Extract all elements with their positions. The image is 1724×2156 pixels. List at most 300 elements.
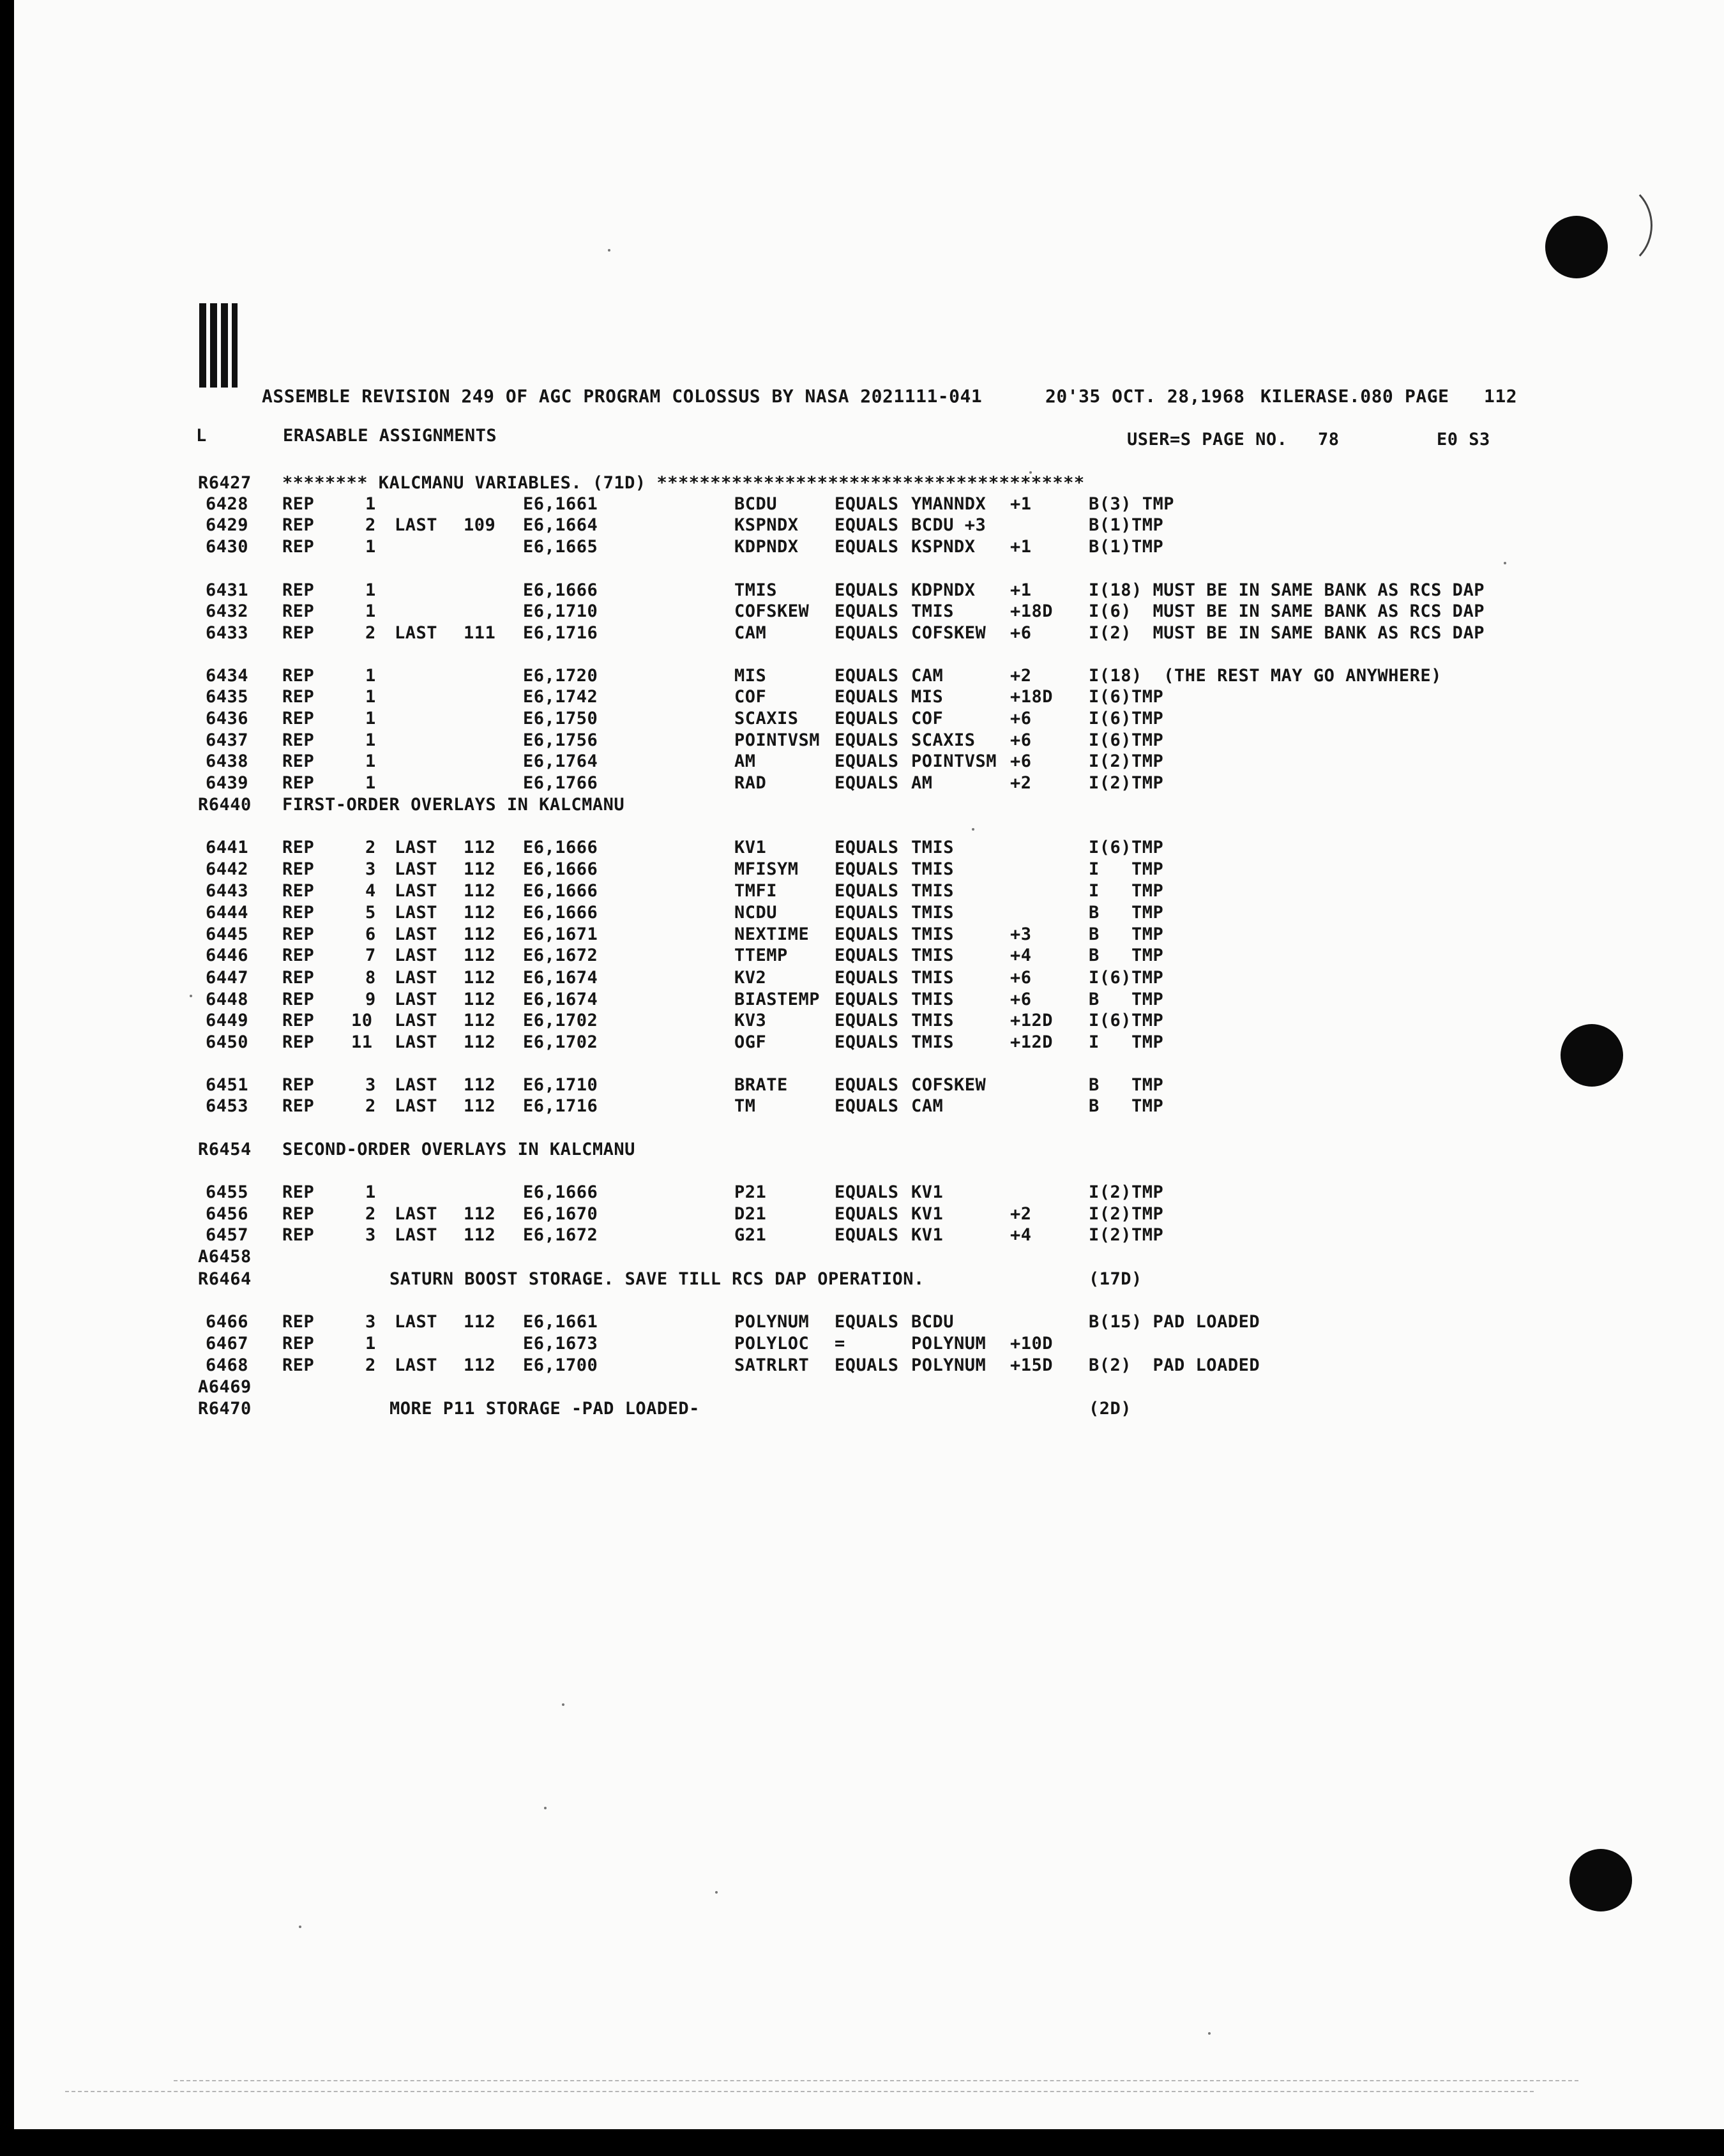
rep-keyword: REP bbox=[282, 1312, 315, 1332]
address: E6,1666 bbox=[523, 881, 598, 901]
symbol: NEXTIME bbox=[734, 924, 810, 944]
operator: EQUALS bbox=[835, 709, 899, 728]
offset: +2 bbox=[1010, 666, 1032, 686]
rep-count: 5 bbox=[365, 903, 376, 923]
offset: +6 bbox=[1010, 623, 1032, 643]
speck bbox=[1504, 562, 1506, 564]
rep-keyword: REP bbox=[282, 709, 315, 728]
comment: B(1)TMP bbox=[1089, 515, 1164, 535]
offset: +1 bbox=[1010, 494, 1032, 514]
argument: YMANNDX bbox=[911, 494, 987, 514]
address: E6,1702 bbox=[523, 1032, 598, 1052]
line-number: 6438 bbox=[206, 751, 249, 771]
section-line: SATURN BOOST STORAGE. SAVE TILL RCS DAP OPERATION. bbox=[389, 1269, 925, 1289]
line-number: 6446 bbox=[206, 946, 249, 965]
comment: I(18) (THE REST MAY GO ANYWHERE) bbox=[1089, 666, 1442, 686]
line-number: 6435 bbox=[206, 687, 249, 707]
header-title: ASSEMBLE REVISION 249 OF AGC PROGRAM COLOSSUS BY NASA 2021111-041 bbox=[262, 386, 983, 407]
header-page-label: PAGE bbox=[1405, 386, 1449, 407]
operator: EQUALS bbox=[835, 924, 899, 944]
line-number: 6450 bbox=[206, 1032, 249, 1052]
rep-keyword: REP bbox=[282, 1225, 315, 1245]
argument: TMIS bbox=[911, 968, 955, 988]
argument: KDPNDX bbox=[911, 580, 976, 600]
last-keyword: LAST bbox=[395, 881, 438, 901]
symbol: KSPNDX bbox=[734, 515, 799, 535]
line-number: 6449 bbox=[206, 1011, 249, 1030]
rep-keyword: REP bbox=[282, 537, 315, 557]
rep-count: 11 bbox=[351, 1032, 373, 1052]
rep-keyword: REP bbox=[282, 751, 315, 771]
symbol: MFISYM bbox=[734, 859, 799, 879]
comment: I(2)TMP bbox=[1089, 1204, 1164, 1224]
symbol: TMFI bbox=[734, 881, 778, 901]
argument: TMIS bbox=[911, 990, 955, 1009]
offset: +18D bbox=[1010, 687, 1054, 707]
symbol: KV2 bbox=[734, 968, 767, 988]
rep-keyword: REP bbox=[282, 1011, 315, 1030]
rep-keyword: REP bbox=[282, 1032, 315, 1052]
last-keyword: LAST bbox=[395, 968, 438, 988]
symbol: KV3 bbox=[734, 1011, 767, 1030]
address: E6,1661 bbox=[523, 494, 598, 514]
rep-count: 1 bbox=[365, 601, 376, 621]
offset: +3 bbox=[1010, 924, 1032, 944]
last-keyword: LAST bbox=[395, 990, 438, 1009]
operator: EQUALS bbox=[835, 601, 899, 621]
offset: +6 bbox=[1010, 709, 1032, 728]
section-note: (17D) bbox=[1089, 1269, 1142, 1289]
argument: KV1 bbox=[911, 1182, 944, 1202]
rep-keyword: REP bbox=[282, 515, 315, 535]
operator: EQUALS bbox=[835, 1225, 899, 1245]
symbol: RAD bbox=[734, 773, 767, 793]
argument: TMIS bbox=[911, 924, 955, 944]
address: E6,1673 bbox=[523, 1334, 598, 1353]
argument: TMIS bbox=[911, 946, 955, 965]
address: E6,1666 bbox=[523, 859, 598, 879]
offset: +10D bbox=[1010, 1334, 1054, 1353]
last-keyword: LAST bbox=[395, 1032, 438, 1052]
symbol: D21 bbox=[734, 1204, 767, 1224]
symbol: G21 bbox=[734, 1225, 767, 1245]
comment: I TMP bbox=[1089, 1032, 1164, 1052]
operator: EQUALS bbox=[835, 946, 899, 965]
rep-keyword: REP bbox=[282, 730, 315, 750]
last-keyword: LAST bbox=[395, 1096, 438, 1116]
rep-count: 1 bbox=[365, 730, 376, 750]
rep-count: 1 bbox=[365, 666, 376, 686]
section-line: MORE P11 STORAGE -PAD LOADED- bbox=[389, 1399, 700, 1419]
operator: EQUALS bbox=[835, 1204, 899, 1224]
address: E6,1710 bbox=[523, 1075, 598, 1095]
rep-keyword: REP bbox=[282, 773, 315, 793]
rep-count: 1 bbox=[365, 1334, 376, 1353]
rep-keyword: REP bbox=[282, 1355, 315, 1375]
symbol: SATRLRT bbox=[734, 1355, 810, 1375]
operator: EQUALS bbox=[835, 580, 899, 600]
symbol: POLYNUM bbox=[734, 1312, 810, 1332]
operator: EQUALS bbox=[835, 1032, 899, 1052]
argument: TMIS bbox=[911, 881, 955, 901]
symbol: SCAXIS bbox=[734, 709, 799, 728]
offset: +15D bbox=[1010, 1355, 1054, 1375]
rep-count: 2 bbox=[365, 515, 376, 535]
line-number: R6454 bbox=[198, 1140, 252, 1159]
section-note: (2D) bbox=[1089, 1399, 1132, 1419]
rep-keyword: REP bbox=[282, 968, 315, 988]
argument: BCDU bbox=[911, 1312, 955, 1332]
argument: TMIS bbox=[911, 601, 955, 621]
last-number: 112 bbox=[464, 924, 496, 944]
address: E6,1664 bbox=[523, 515, 598, 535]
speck bbox=[299, 1926, 301, 1928]
comment: I(6)TMP bbox=[1089, 730, 1164, 750]
section-line: SECOND-ORDER OVERLAYS IN KALCMANU bbox=[282, 1140, 635, 1159]
address: E6,1670 bbox=[523, 1204, 598, 1224]
rep-keyword: REP bbox=[282, 1334, 315, 1353]
operator: EQUALS bbox=[835, 515, 899, 535]
symbol: TMIS bbox=[734, 580, 778, 600]
symbol: NCDU bbox=[734, 903, 778, 923]
argument: COFSKEW bbox=[911, 623, 987, 643]
offset: +12D bbox=[1010, 1011, 1054, 1030]
operator: EQUALS bbox=[835, 903, 899, 923]
line-number: 6443 bbox=[206, 881, 249, 901]
offset: +2 bbox=[1010, 773, 1032, 793]
line-number: 6457 bbox=[206, 1225, 249, 1245]
operator: EQUALS bbox=[835, 687, 899, 707]
line-number: 6467 bbox=[206, 1334, 249, 1353]
last-keyword: LAST bbox=[395, 1312, 438, 1332]
address: E6,1672 bbox=[523, 946, 598, 965]
rep-count: 7 bbox=[365, 946, 376, 965]
offset: +6 bbox=[1010, 968, 1032, 988]
last-number: 112 bbox=[464, 1011, 496, 1030]
address: E6,1756 bbox=[523, 730, 598, 750]
speck bbox=[972, 828, 974, 831]
address: E6,1766 bbox=[523, 773, 598, 793]
operator: EQUALS bbox=[835, 838, 899, 857]
section-title: ERASABLE ASSIGNMENTS bbox=[283, 426, 497, 446]
rep-count: 1 bbox=[365, 751, 376, 771]
rep-count: 2 bbox=[365, 1355, 376, 1375]
symbol: BIASTEMP bbox=[734, 990, 820, 1009]
operator: EQUALS bbox=[835, 494, 899, 514]
address: E6,1700 bbox=[523, 1355, 598, 1375]
speck bbox=[190, 995, 192, 997]
operator: = bbox=[835, 1334, 845, 1353]
comment: I(6)TMP bbox=[1089, 1011, 1164, 1030]
address: E6,1720 bbox=[523, 666, 598, 686]
last-number: 111 bbox=[464, 623, 496, 643]
operator: EQUALS bbox=[835, 1355, 899, 1375]
line-number: 6466 bbox=[206, 1312, 249, 1332]
rep-count: 3 bbox=[365, 1225, 376, 1245]
line-number: 6453 bbox=[206, 1096, 249, 1116]
symbol: OGF bbox=[734, 1032, 767, 1052]
rep-count: 2 bbox=[365, 838, 376, 857]
operator: EQUALS bbox=[835, 773, 899, 793]
comment: B TMP bbox=[1089, 946, 1164, 965]
symbol: CAM bbox=[734, 623, 767, 643]
comment: I(6)TMP bbox=[1089, 687, 1164, 707]
last-keyword: LAST bbox=[395, 903, 438, 923]
line-number: R6427 bbox=[198, 473, 252, 493]
torn-edge bbox=[65, 2091, 1534, 2092]
line-number: 6455 bbox=[206, 1182, 249, 1202]
operator: EQUALS bbox=[835, 666, 899, 686]
argument: CAM bbox=[911, 666, 944, 686]
argument: POINTVSM bbox=[911, 751, 997, 771]
line-number: 6441 bbox=[206, 838, 249, 857]
last-number: 112 bbox=[464, 990, 496, 1009]
address: E6,1674 bbox=[523, 990, 598, 1009]
rep-count: 8 bbox=[365, 968, 376, 988]
argument: TMIS bbox=[911, 903, 955, 923]
operator: EQUALS bbox=[835, 1096, 899, 1116]
symbol: MIS bbox=[734, 666, 767, 686]
rep-keyword: REP bbox=[282, 687, 315, 707]
symbol: BCDU bbox=[734, 494, 778, 514]
comment: I(6) MUST BE IN SAME BANK AS RCS DAP bbox=[1089, 601, 1485, 621]
rep-keyword: REP bbox=[282, 946, 315, 965]
barcode-mark bbox=[199, 303, 250, 393]
header-page-number: 112 bbox=[1484, 386, 1518, 407]
address: E6,1716 bbox=[523, 623, 598, 643]
rep-count: 10 bbox=[351, 1011, 373, 1030]
section-line: ******** KALCMANU VARIABLES. (71D) **************************************** bbox=[282, 473, 1085, 493]
line-number: 6445 bbox=[206, 924, 249, 944]
argument: TMIS bbox=[911, 1032, 955, 1052]
rep-count: 1 bbox=[365, 580, 376, 600]
argument: COF bbox=[911, 709, 944, 728]
last-keyword: LAST bbox=[395, 1204, 438, 1224]
symbol: TTEMP bbox=[734, 946, 788, 965]
rep-count: 3 bbox=[365, 1075, 376, 1095]
line-number: 6439 bbox=[206, 773, 249, 793]
comment: I(2)TMP bbox=[1089, 1182, 1164, 1202]
operator: EQUALS bbox=[835, 859, 899, 879]
operator: EQUALS bbox=[835, 1011, 899, 1030]
line-number: 6456 bbox=[206, 1204, 249, 1224]
argument: CAM bbox=[911, 1096, 944, 1116]
rep-keyword: REP bbox=[282, 881, 315, 901]
last-number: 112 bbox=[464, 859, 496, 879]
rep-count: 1 bbox=[365, 773, 376, 793]
comment: B TMP bbox=[1089, 1096, 1164, 1116]
comment: I(18) MUST BE IN SAME BANK AS RCS DAP bbox=[1089, 580, 1485, 600]
last-number: 112 bbox=[464, 1204, 496, 1224]
rep-count: 2 bbox=[365, 1204, 376, 1224]
operator: EQUALS bbox=[835, 537, 899, 557]
symbol: COF bbox=[734, 687, 767, 707]
rep-keyword: REP bbox=[282, 1096, 315, 1116]
line-number: 6451 bbox=[206, 1075, 249, 1095]
last-number: 112 bbox=[464, 946, 496, 965]
rep-keyword: REP bbox=[282, 1204, 315, 1224]
last-keyword: LAST bbox=[395, 1075, 438, 1095]
listing-code: E0 S3 bbox=[1437, 430, 1490, 449]
argument: BCDU +3 bbox=[911, 515, 987, 535]
operator: EQUALS bbox=[835, 1312, 899, 1332]
symbol: AM bbox=[734, 751, 756, 771]
header-kilerase: KILERASE.080 bbox=[1260, 386, 1394, 407]
comment: B(15) PAD LOADED bbox=[1089, 1312, 1260, 1332]
rep-count: 1 bbox=[365, 687, 376, 707]
last-keyword: LAST bbox=[395, 623, 438, 643]
operator: EQUALS bbox=[835, 968, 899, 988]
comment: B TMP bbox=[1089, 990, 1164, 1009]
last-keyword: LAST bbox=[395, 1011, 438, 1030]
last-number: 112 bbox=[464, 1096, 496, 1116]
header-timestamp: 20'35 OCT. 28,1968 bbox=[1045, 386, 1245, 407]
line-number: 6430 bbox=[206, 537, 249, 557]
argument: TMIS bbox=[911, 1011, 955, 1030]
rep-keyword: REP bbox=[282, 1075, 315, 1095]
rep-count: 2 bbox=[365, 623, 376, 643]
last-number: 112 bbox=[464, 881, 496, 901]
rep-keyword: REP bbox=[282, 859, 315, 879]
offset: +4 bbox=[1010, 1225, 1032, 1245]
address: E6,1742 bbox=[523, 687, 598, 707]
line-number: 6468 bbox=[206, 1355, 249, 1375]
line-number: 6444 bbox=[206, 903, 249, 923]
address: E6,1672 bbox=[523, 1225, 598, 1245]
subheader-mark: L bbox=[196, 426, 207, 446]
rep-keyword: REP bbox=[282, 903, 315, 923]
last-keyword: LAST bbox=[395, 924, 438, 944]
address: E6,1666 bbox=[523, 838, 598, 857]
rep-keyword: REP bbox=[282, 623, 315, 643]
last-keyword: LAST bbox=[395, 838, 438, 857]
argument: TMIS bbox=[911, 859, 955, 879]
user-page-label: USER=S PAGE NO. bbox=[1127, 430, 1288, 449]
last-number: 112 bbox=[464, 838, 496, 857]
line-number: 6431 bbox=[206, 580, 249, 600]
line-number: R6440 bbox=[198, 795, 252, 815]
address: E6,1666 bbox=[523, 903, 598, 923]
argument: KV1 bbox=[911, 1204, 944, 1224]
operator: EQUALS bbox=[835, 751, 899, 771]
last-number: 112 bbox=[464, 903, 496, 923]
address: E6,1666 bbox=[523, 1182, 598, 1202]
rep-keyword: REP bbox=[282, 666, 315, 686]
offset: +2 bbox=[1010, 1204, 1032, 1224]
argument: COFSKEW bbox=[911, 1075, 987, 1095]
operator: EQUALS bbox=[835, 1182, 899, 1202]
offset: +6 bbox=[1010, 730, 1032, 750]
speck bbox=[608, 249, 610, 252]
offset: +12D bbox=[1010, 1032, 1054, 1052]
line-number: 6442 bbox=[206, 859, 249, 879]
address: E6,1674 bbox=[523, 968, 598, 988]
symbol: KDPNDX bbox=[734, 537, 799, 557]
rep-keyword: REP bbox=[282, 1182, 315, 1202]
line-number: 6434 bbox=[206, 666, 249, 686]
rep-count: 1 bbox=[365, 537, 376, 557]
rep-keyword: REP bbox=[282, 494, 315, 514]
offset: +1 bbox=[1010, 537, 1032, 557]
comment: I(2)TMP bbox=[1089, 773, 1164, 793]
line-number: 6429 bbox=[206, 515, 249, 535]
offset: +6 bbox=[1010, 751, 1032, 771]
operator: EQUALS bbox=[835, 1075, 899, 1095]
rep-count: 2 bbox=[365, 1096, 376, 1116]
rep-count: 6 bbox=[365, 924, 376, 944]
rep-count: 3 bbox=[365, 1312, 376, 1332]
rep-count: 1 bbox=[365, 1182, 376, 1202]
last-number: 112 bbox=[464, 1355, 496, 1375]
address: E6,1665 bbox=[523, 537, 598, 557]
last-number: 112 bbox=[464, 1225, 496, 1245]
last-number: 112 bbox=[464, 1312, 496, 1332]
symbol: TM bbox=[734, 1096, 756, 1116]
rep-count: 1 bbox=[365, 709, 376, 728]
address: E6,1764 bbox=[523, 751, 598, 771]
comment: I(6)TMP bbox=[1089, 968, 1164, 988]
comment: I(6)TMP bbox=[1089, 709, 1164, 728]
binder-hole-bottom bbox=[1569, 1849, 1632, 1911]
comment: I(2)TMP bbox=[1089, 751, 1164, 771]
rep-keyword: REP bbox=[282, 924, 315, 944]
symbol: KV1 bbox=[734, 838, 767, 857]
offset: +6 bbox=[1010, 990, 1032, 1009]
symbol: COFSKEW bbox=[734, 601, 810, 621]
last-number: 112 bbox=[464, 1032, 496, 1052]
torn-edge bbox=[174, 2080, 1578, 2081]
address: E6,1661 bbox=[523, 1312, 598, 1332]
rep-count: 4 bbox=[365, 881, 376, 901]
line-number: 6436 bbox=[206, 709, 249, 728]
operator: EQUALS bbox=[835, 730, 899, 750]
offset: +4 bbox=[1010, 946, 1032, 965]
speck bbox=[544, 1807, 547, 1809]
line-number: A6458 bbox=[198, 1247, 252, 1267]
last-number: 112 bbox=[464, 1075, 496, 1095]
argument: MIS bbox=[911, 687, 944, 707]
line-number: R6470 bbox=[198, 1399, 252, 1419]
comment: B(1)TMP bbox=[1089, 537, 1164, 557]
comment: B(3) TMP bbox=[1089, 494, 1175, 514]
last-keyword: LAST bbox=[395, 859, 438, 879]
rep-count: 3 bbox=[365, 859, 376, 879]
argument: KV1 bbox=[911, 1225, 944, 1245]
line-number: 6433 bbox=[206, 623, 249, 643]
address: E6,1716 bbox=[523, 1096, 598, 1116]
address: E6,1702 bbox=[523, 1011, 598, 1030]
last-keyword: LAST bbox=[395, 515, 438, 535]
rep-keyword: REP bbox=[282, 601, 315, 621]
line-number: 6448 bbox=[206, 990, 249, 1009]
rep-keyword: REP bbox=[282, 838, 315, 857]
argument: KSPNDX bbox=[911, 537, 976, 557]
operator: EQUALS bbox=[835, 881, 899, 901]
symbol: BRATE bbox=[734, 1075, 788, 1095]
comment: B TMP bbox=[1089, 903, 1164, 923]
comment: I TMP bbox=[1089, 859, 1164, 879]
rep-keyword: REP bbox=[282, 580, 315, 600]
line-number: A6469 bbox=[198, 1377, 252, 1397]
comment: I(2) MUST BE IN SAME BANK AS RCS DAP bbox=[1089, 623, 1485, 643]
argument: TMIS bbox=[911, 838, 955, 857]
address: E6,1671 bbox=[523, 924, 598, 944]
comment: B TMP bbox=[1089, 1075, 1164, 1095]
comment: I TMP bbox=[1089, 881, 1164, 901]
line-number: 6437 bbox=[206, 730, 249, 750]
address: E6,1750 bbox=[523, 709, 598, 728]
symbol: POLYLOC bbox=[734, 1334, 810, 1353]
